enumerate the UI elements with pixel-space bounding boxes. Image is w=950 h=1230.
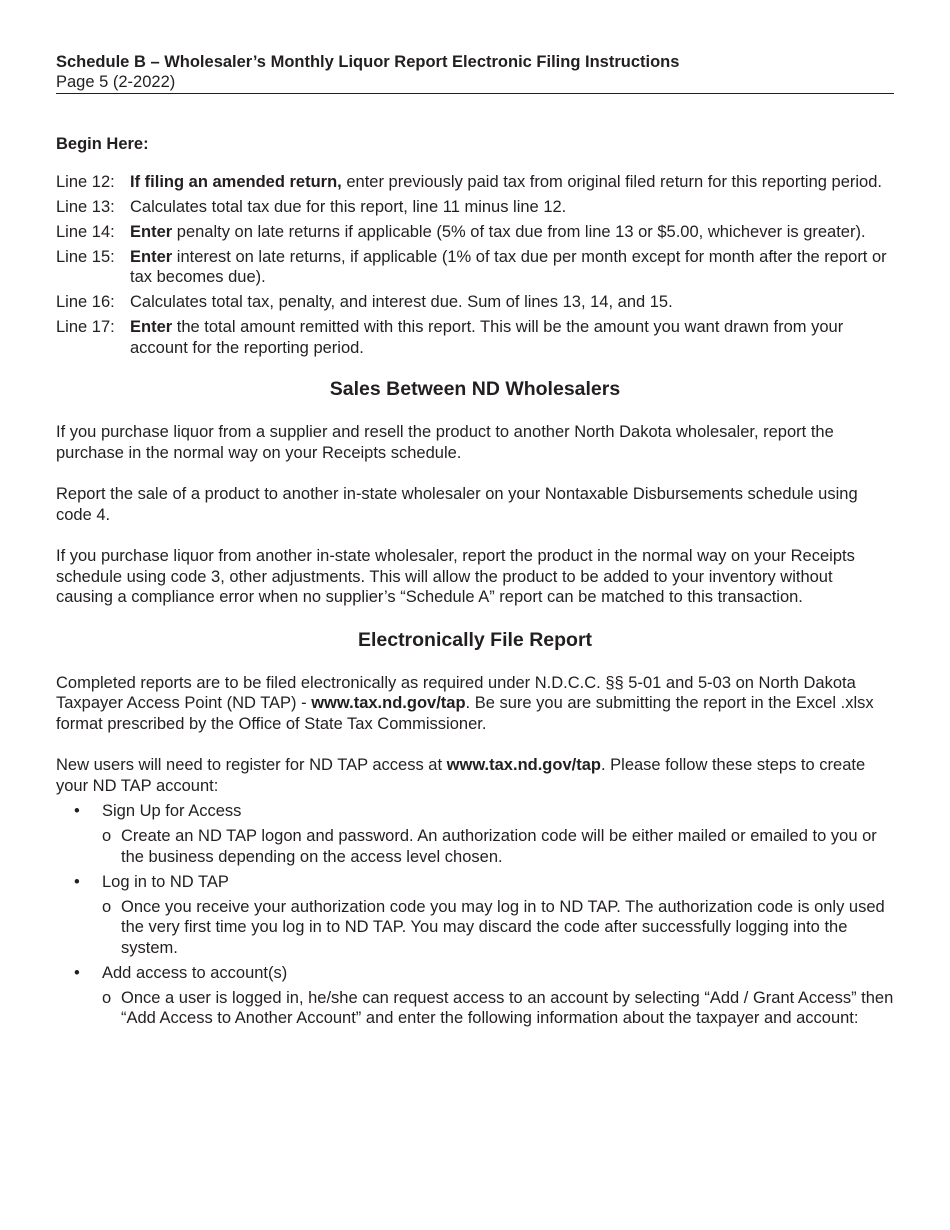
sub-bullet-icon: o [102, 897, 112, 916]
document-title: Schedule B – Wholesaler’s Monthly Liquor Report Electronic Filing Instructions [56, 53, 680, 71]
line-number: Line 17: [56, 318, 115, 336]
begin-here-label: Begin Here: [56, 135, 149, 153]
line-instructions [56, 172, 894, 359]
line-number: Line 12: [56, 172, 115, 191]
line-item [56, 222, 894, 243]
line-item [56, 172, 894, 193]
sub-bullet-icon: o [102, 988, 112, 1007]
sales-paragraph: Report the sale of a product to another in-state wholesaler on your Nontaxable Disbursements schedule using code 4. [56, 485, 858, 524]
bullet-icon: • [74, 963, 80, 982]
nd-tap-link: www.tax.nd.gov/tap [311, 694, 466, 712]
efile-paragraph: New users will need to register for ND TAP access at www.tax.nd.gov/tap. Please follow these steps to create your ND TAP account: [56, 756, 866, 795]
list-item [56, 872, 894, 959]
line-item [56, 197, 894, 218]
line-text: Calculates total tax due for this report, line 11 minus line 12. [130, 197, 567, 216]
efile-section-heading: Electronically File Report [357, 628, 593, 651]
page-header [56, 52, 894, 94]
line-item [56, 317, 894, 358]
line-number: Line 13: [56, 197, 115, 216]
sub-bullet-icon: o [102, 827, 112, 845]
sub-list [102, 897, 894, 959]
sub-list-item: o Once a user is logged in, he/she can request access to an account by selecting “Add / Grant Access” then “Add Access to Another Account” and enter the following information about the taxpayer and account: [102, 988, 894, 1027]
list-item [56, 801, 894, 867]
line-text: If filing an amended return, enter previously paid tax from original filed return for this reporting period. [130, 172, 882, 191]
sub-list [102, 988, 894, 1029]
step-label: Sign Up for Access [102, 802, 242, 820]
line-number: Line 16: [56, 293, 115, 311]
sub-list [102, 826, 894, 867]
nd-tap-link: www.tax.nd.gov/tap [446, 756, 601, 774]
line-number: Line 15: [56, 247, 115, 266]
line-text: Enter the total amount remitted with this report. This will be the amount you want drawn from your account for the reporting period. [130, 318, 844, 357]
step-label: Add access to account(s) [102, 963, 288, 982]
list-item [56, 963, 894, 1029]
line-text: Calculates total tax, penalty, and interest due. Sum of lines 13, 14, and 15. [130, 293, 673, 311]
sub-list-item: o Create an ND TAP logon and password. An authorization code will be either mailed or emailed to you or the business depending on the access level chosen. [102, 827, 877, 866]
bullet-icon: • [74, 872, 80, 891]
line-text: Enter interest on late returns, if applicable (1% of tax due per month except for month after the report or tax becomes due). [130, 247, 887, 286]
sales-section-heading: Sales Between ND Wholesalers [329, 378, 621, 400]
line-text: Enter penalty on late returns if applicable (5% of tax due from line 13 or $5.00, whichever is greater). [130, 222, 866, 241]
sub-list-item: o Once you receive your authorization code you may log in to ND TAP. The authorization code is only used the very first time you log in to ND TAP. You may discard the code after successfully logging into the system. [102, 897, 885, 957]
sales-paragraph: If you purchase liquor from another in-state wholesaler, report the product in the normal way on your Receipts schedule using code 3, other adjustments. This will allow the product to be added to your inventory without causing a compliance error when no supplier’s “Schedule A” report can be matched to this transaction. [56, 547, 855, 606]
line-item [56, 292, 894, 313]
page-number: Page 5 (2-2022) [56, 73, 176, 91]
sales-paragraph: If you purchase liquor from a supplier and resell the product to another North Dakota wholesaler, report the purchase in the normal way on your Receipts schedule. [56, 423, 834, 462]
content [56, 134, 894, 1033]
registration-steps [56, 801, 894, 1029]
line-item [56, 247, 894, 288]
bullet-icon: • [74, 802, 80, 820]
step-label: Log in to ND TAP [102, 872, 229, 891]
line-number: Line 14: [56, 222, 115, 241]
efile-paragraph: Completed reports are to be filed electronically as required under N.D.C.C. §§ 5-01 and 5-03 on North Dakota Taxpayer Access Point (ND TAP) - www.tax.nd.gov/tap. Be sure you are submitting the report in the Excel .xlsx format prescribed by the Office of State Tax Commissioner. [56, 673, 874, 733]
